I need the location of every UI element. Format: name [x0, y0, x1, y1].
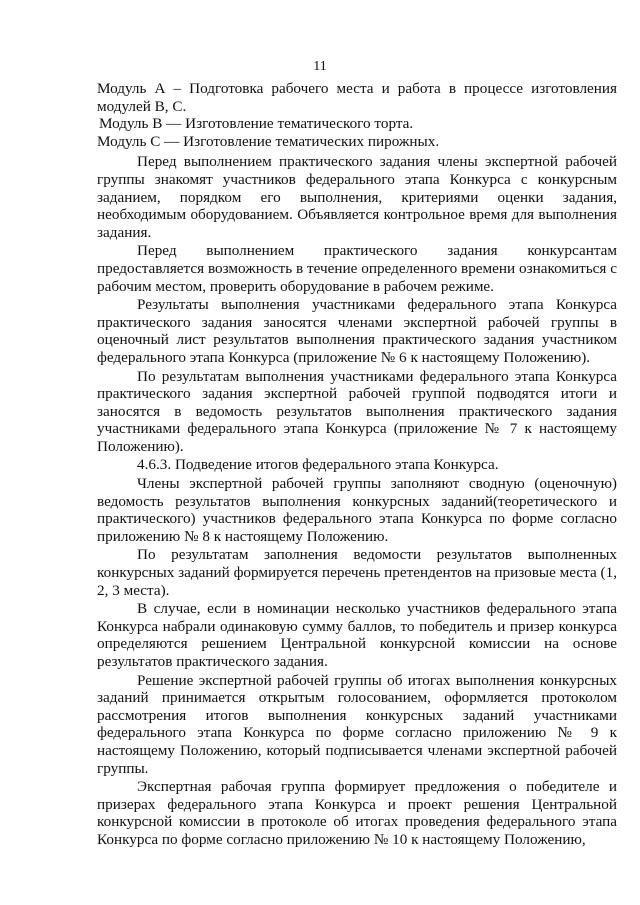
page-number: 11	[313, 59, 327, 74]
paragraph-briefing: Перед выполнением практического задания члены экспертной рабочей группы знакомят участников федерального этапа Конкурса с конкурсным заданием, порядком его выполнения, критериями оценки задания, необходимым оборудованием. Объявляется контрольное время для выполнения задания.	[97, 153, 617, 241]
paragraph-results-summary: По результатам выполнения участниками федерального этапа Конкурса практического задания экспертной рабочей группой подводятся итоги и заносятся в ведомость результатов выполнения практического задания участниками федерального этапа Конкурса (приложение № 7 к настоящему Положению).	[97, 367, 617, 455]
section-heading-4-6-3: 4.6.3. Подведение итогов федерального этапа Конкурса.	[137, 456, 499, 474]
paragraph-voting-protocol: Решение экспертной рабочей группы об итогах выполнения конкурсных заданий принимается открытым голосованием, оформляется протоколом рассмотрения итогов выполнения конкурсных заданий участниками федерального этапа Конкурса по форме согласно приложению № 9 к настоящему Положению, который подписывается членами экспертной рабочей группы.	[97, 671, 617, 777]
paragraph-winner-proposals: Экспертная рабочая группа формирует предложения о победителе и призерах федерального этапа Конкурса и проект решения Центральной конкурсной комиссии в протоколе об итогах проведения федерального этапа Конкурса по форме согласно приложению № 10 к настоящему Положению,	[97, 778, 617, 848]
paragraph-summary-sheet: Члены экспертной рабочей группы заполняют сводную (оценочную) ведомость результатов выполнения конкурсных заданий(теоретического и практического) участников федерального этапа Конкурса по форме согласно приложению № 8 к настоящему Положению.	[97, 475, 617, 545]
document-body	[97, 80, 617, 849]
paragraph-workplace-familiarization: Перед выполнением практического задания конкурсантам предоставляется возможность в течение определенного времени ознакомиться с рабочим местом, проверить оборудование в рабочем режиме.	[97, 242, 617, 295]
paragraph-prize-candidates: По результатам заполнения ведомости результатов выполненных конкурсных заданий формируется перечень претендентов на призовые места (1, 2, 3 места).	[97, 546, 617, 599]
paragraph-tie-break: В случае, если в номинации несколько участников федерального этапа Конкурса набрали одинаковую сумму баллов, то победитель и призер конкурса определяются решением Центральной конкурсной комиссии на основе результатов практического задания.	[97, 600, 617, 670]
paragraph-results-recording: Результаты выполнения участниками федерального этапа Конкурса практического задания заносятся членами экспертной рабочей группы в оценочный лист результатов выполнения практического задания участником федерального этапа Конкурса (приложение № 6 к настоящему Положению).	[97, 296, 617, 366]
module-b-line: Модуль В — Изготовление тематического торта.	[99, 115, 414, 133]
module-a-line: Модуль А – Подготовка рабочего места и работа в процессе изготовления модулей В, С.	[97, 80, 617, 115]
module-c-line: Модуль С — Изготовление тематических пирожных.	[97, 132, 440, 150]
